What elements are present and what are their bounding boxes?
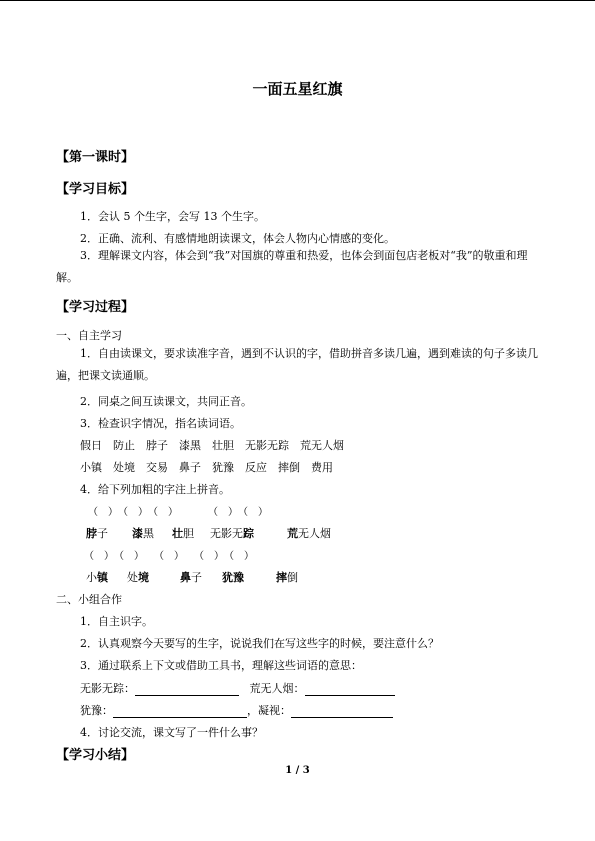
pinyin-word: 犹豫 [222,571,244,584]
part1-item-3: 3．检查识字情况，指名读词语。 [80,417,241,430]
answer-blank[interactable] [291,705,393,718]
part1-item-2: 2．同桌之间互读课文，共同正音。 [80,395,252,408]
pinyin-word: 处境 [127,571,149,584]
part2-item-4: 4．讨论交流，课文写了一件什么事？ [80,726,263,739]
page-number: 1 / 3 [285,765,310,776]
goal-2: 2．正确、流利、有感情地朗读课文，体会人物内心情感的变化。 [80,232,395,245]
goal-3: 3．理解课文内容，体会到“我”对国旗的尊重和热爱，也体会到面包店老板对“我”的敬重和理解。 [56,249,528,284]
part1-heading: 一、自主学习 [56,329,122,342]
fill-line-1: 无影无踪： 荒无人烟： [80,680,395,696]
answer-blank[interactable] [305,683,395,696]
pinyin-word: 鼻子 [180,571,202,584]
pinyin-brackets-1: （ ） （ ） （ ） （ ） （ ） [88,507,268,518]
pinyin-brackets-2: （ ） （ ） （ ） （ ） （ ） [84,551,254,562]
header-rule [0,0,595,1]
section-lesson: 【第一课时】 [56,150,135,165]
pinyin-word: 小镇 [86,571,108,584]
pinyin-word: 漆黑 [132,527,154,540]
section-summary: 【学习小结】 [56,748,135,763]
page-title: 一面五星红旗 [252,80,343,98]
part2-item-3: 3．通过联系上下文或借助工具书，理解这些词语的意思： [80,659,362,672]
part2-item-1: 1．自主识字。 [80,615,153,628]
goal-1: 1．会认 5 个生字，会写 13 个生字。 [80,210,265,223]
part1-item-1: 1．自由读课文，要求读准字音，遇到不认识的字，借助拼音多读几遍，遇到难读的句子多读几遍，把课文读通顺。 [56,347,538,382]
words-row-2: 小镇 处境 交易 鼻子 犹豫 反应 摔倒 费用 [80,461,333,474]
pinyin-word: 壮胆 [172,527,194,540]
part2-heading: 二、小组合作 [56,593,122,606]
answer-blank[interactable] [113,705,247,718]
section-goals: 【学习目标】 [56,182,135,197]
pinyin-word: 脖子 [86,527,108,540]
pinyin-word: 荒无人烟 [287,527,331,540]
words-row-1: 假日 防止 脖子 漆黑 壮胆 无影无踪 荒无人烟 [80,439,344,452]
fill-line-2: 犹豫： ，凝视： [80,702,393,718]
part2-item-2: 2．认真观察今天要写的生字，说说我们在写这些字的时候，要注意什么？ [80,637,439,650]
answer-blank[interactable] [135,683,239,696]
pinyin-word: 无影无踪 [210,527,254,540]
part1-item-4: 4．给下列加粗的字注上拼音。 [80,483,230,496]
section-process: 【学习过程】 [56,300,135,315]
pinyin-word: 摔倒 [276,571,298,584]
